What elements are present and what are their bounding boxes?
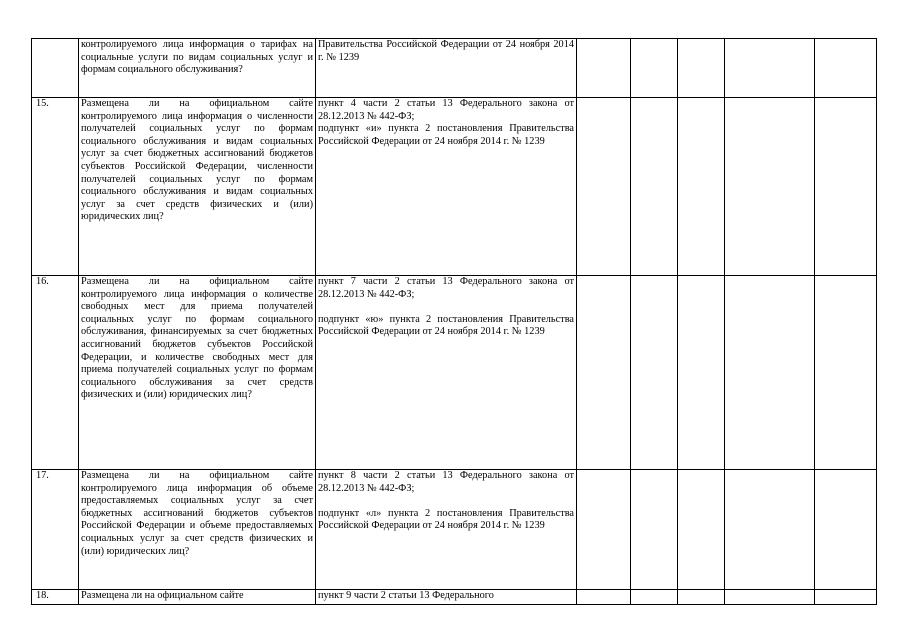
row-number: 16. [32,276,79,470]
legal-basis-line: пункт 9 части 2 статьи 13 Федерального [318,590,494,601]
legal-basis-line: пункт 7 части 2 статьи 13 Федерального закона от 28.12.2013 № 442-ФЗ; [318,276,574,300]
note-cell [725,98,815,276]
legal-basis [316,470,577,590]
extra-cell [815,590,877,605]
answer-na-cell [678,39,725,98]
answer-yes-cell [577,39,631,98]
question-text: Размещена ли на официальном сайте [79,590,316,605]
answer-yes-cell [577,590,631,605]
row-number: 18. [32,590,79,605]
legal-basis-line: пункт 4 части 2 статьи 13 Федерального закона от 28.12.2013 № 442-ФЗ; [318,98,574,122]
table-row [32,276,877,470]
question-text: Размещена ли на официальном сайте контролируемого лица информация об объеме предоставляемых социальных услуг за счет бюджетных ассигнований бюджетов субъектов Российской Федерации и объеме предоставляемых социальных услуг за счет средств физических и (или) юридических лиц? [79,470,316,590]
answer-no-cell [631,276,678,470]
note-cell [725,39,815,98]
question-text: Размещена ли на официальном сайте контролируемого лица информация о количестве свободных мест для приема получателей социальных услуг по формам социального обслуживания, финансируемых за счет бюджетных ассигнований бюджетов субъектов Российской Федерации, и количестве свободных мест для приема получателей социальных услуг по формам социального обслуживания за счет средств физических и (или) юридических лиц? [79,276,316,470]
answer-yes-cell [577,470,631,590]
answer-no-cell [631,98,678,276]
note-cell [725,590,815,605]
note-cell [725,276,815,470]
legal-basis [316,39,577,98]
row-number: 17. [32,470,79,590]
question-text: Размещена ли на официальном сайте контролируемого лица информация о численности получателей социальных услуг по формам социального обслуживания и видам социальных услуг за счет бюджетных ассигнований бюджетов субъектов Российской Федерации, численности получателей социальных услуг по формам социального обслуживания и видам социальных услуг за счет средств физических и (или) юридических лиц? [79,98,316,276]
legal-basis [316,276,577,470]
row-number [32,39,79,98]
extra-cell [815,470,877,590]
row-number: 15. [32,98,79,276]
answer-no-cell [631,39,678,98]
legal-basis [316,590,577,605]
table-row [32,590,877,605]
extra-cell [815,39,877,98]
answer-na-cell [678,276,725,470]
legal-basis-line: подпункт «ю» пункта 2 постановления Правительства Российской Федерации от 24 ноября 2014 г. № 1239 [318,313,574,338]
spacer [318,301,574,314]
table-row [32,39,877,98]
extra-cell [815,276,877,470]
spacer [318,495,574,508]
answer-na-cell [678,590,725,605]
table-row [32,98,877,276]
legal-basis-line: подпункт «л» пункта 2 постановления Правительства Российской Федерации от 24 ноября 2014 г. № 1239 [318,507,574,532]
legal-basis [316,98,577,276]
question-text: контролируемого лица информация о тарифах на социальные услуги по видам социальных услуг и формам социального обслуживания? [79,39,316,98]
checklist-table [31,38,877,605]
answer-yes-cell [577,98,631,276]
answer-na-cell [678,98,725,276]
table-row [32,470,877,590]
legal-basis-line: Правительства Российской Федерации от 24 ноября 2014 г. № 1239 [318,39,574,63]
legal-basis-line: подпункт «и» пункта 2 постановления Правительства Российской Федерации от 24 ноября 2014 г. № 1239 [318,123,574,147]
extra-cell [815,98,877,276]
answer-no-cell [631,590,678,605]
legal-basis-line: пункт 8 части 2 статьи 13 Федерального закона от 28.12.2013 № 442-ФЗ; [318,470,574,494]
note-cell [725,470,815,590]
answer-na-cell [678,470,725,590]
answer-yes-cell [577,276,631,470]
answer-no-cell [631,470,678,590]
